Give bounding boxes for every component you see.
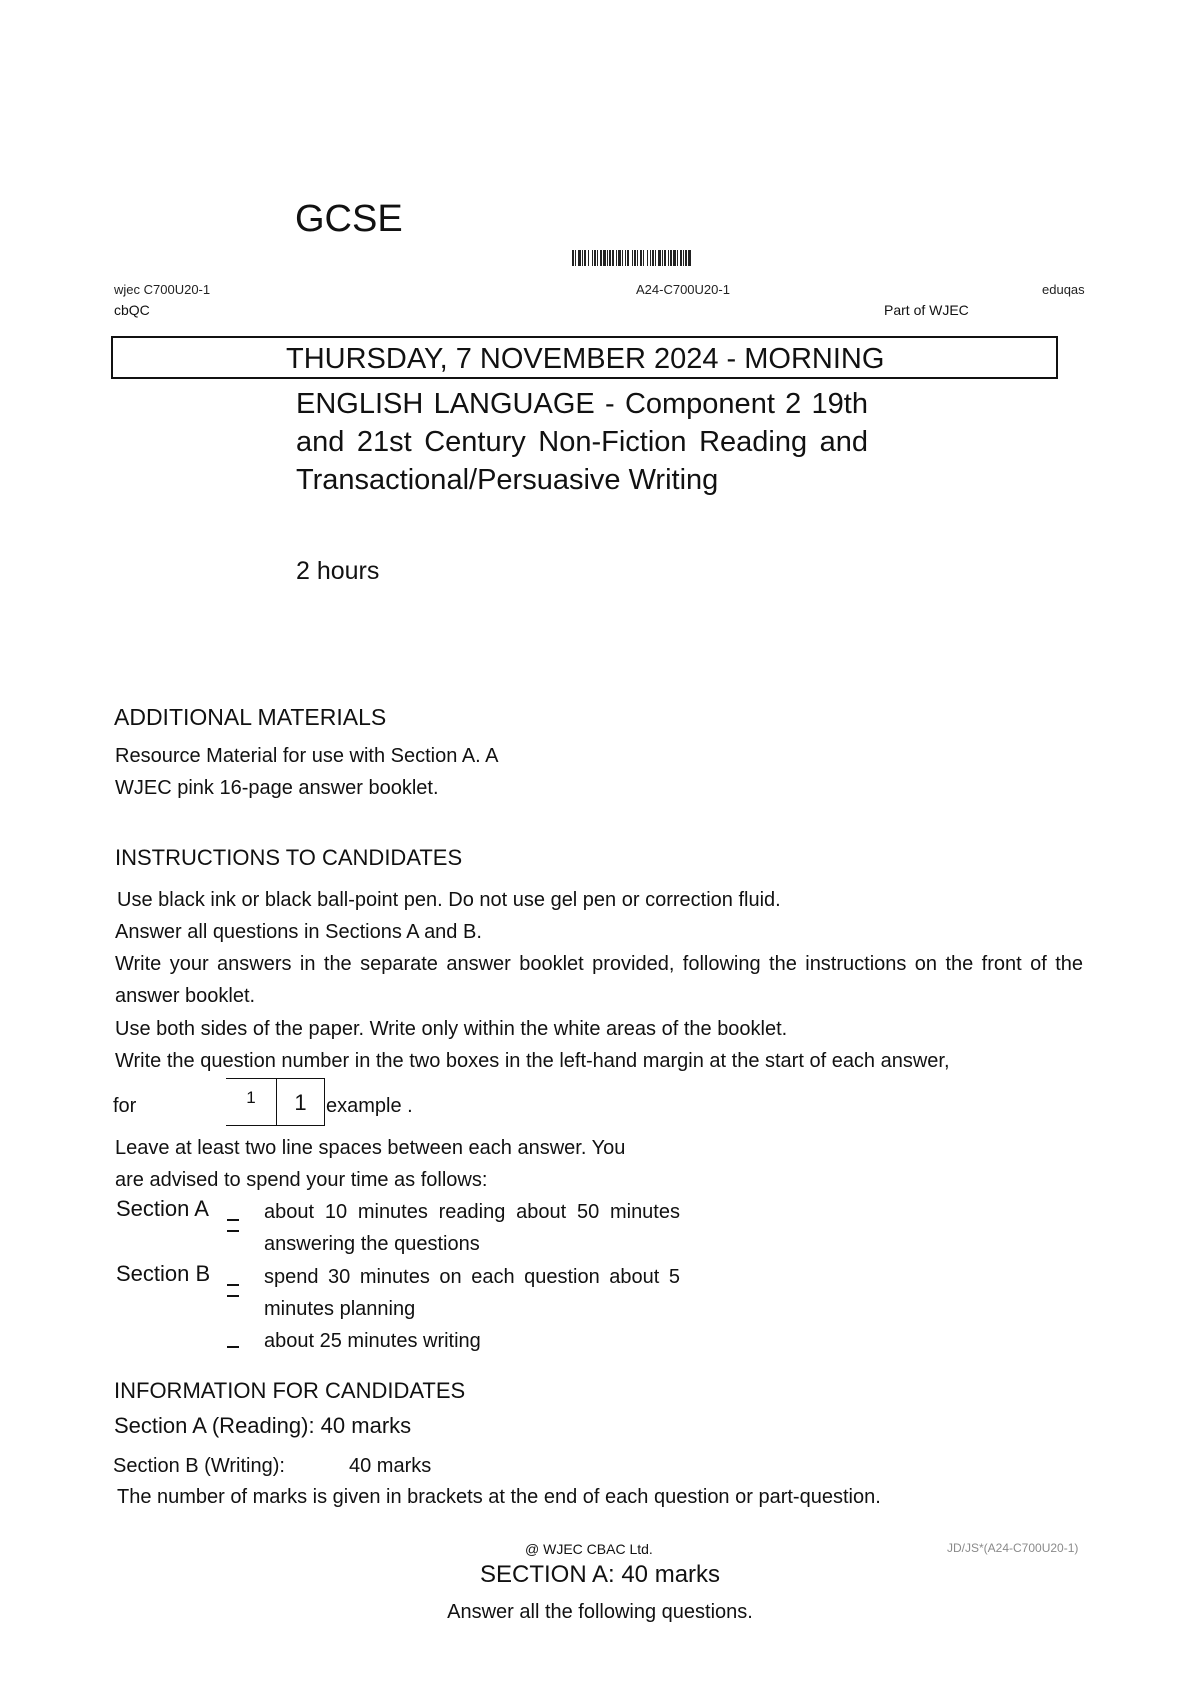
wjec-code: wjec C700U20-1 xyxy=(114,282,211,297)
dash-marker xyxy=(227,1219,239,1221)
dash-marker xyxy=(227,1346,239,1348)
section-b-timing-writing: about 25 minutes writing xyxy=(264,1330,481,1352)
barcode xyxy=(572,250,790,266)
instruction-item: Use both sides of the paper. Write only within the white areas of the booklet. xyxy=(115,1018,788,1040)
section-a-heading: SECTION A: 40 marks xyxy=(479,1561,721,1588)
instruction-item: Leave at least two line spaces between each answer. You xyxy=(115,1137,626,1159)
dash-marker xyxy=(227,1284,239,1286)
materials-line: Resource Material for use with Section A. A xyxy=(115,745,499,767)
qualification-title: GCSE xyxy=(295,198,403,240)
marks-note: The number of marks is given in brackets at the end of each question or part-question. xyxy=(117,1486,881,1508)
question-box-1: 1 xyxy=(226,1079,277,1125)
instruction-item: are advised to spend your time as follows: xyxy=(115,1169,488,1191)
materials-line: WJEC pink 16-page answer booklet. xyxy=(115,777,439,799)
section-a-timing: about 10 minutes reading about 50 minutes answering the questions xyxy=(264,1201,680,1255)
subject-title: ENGLISH LANGUAGE - Component 2 19th and 21st Century Non-Fiction Reading and Transactional/Persuasive Writing xyxy=(296,388,868,496)
footer-code: JD/JS*(A24-C700U20-1) xyxy=(947,1541,1079,1555)
instruction-item: Answer all questions in Sections A and B. xyxy=(115,921,482,943)
exam-duration: 2 hours xyxy=(296,557,380,585)
example-label: example . xyxy=(326,1095,413,1117)
instruction-item: Use black ink or black ball-point pen. Do not use gel pen or correction fluid. xyxy=(117,889,781,911)
dash-marker xyxy=(227,1295,239,1297)
section-b-label: Section B xyxy=(116,1261,211,1286)
instructions-heading: INSTRUCTIONS TO CANDIDATES xyxy=(115,845,463,870)
cbac-label: cbQC xyxy=(114,302,150,318)
section-b-timing: spend 30 minutes on each question about 5 minutes planning xyxy=(264,1266,680,1320)
for-label: for xyxy=(113,1095,137,1117)
part-of-wjec: Part of WJEC xyxy=(884,302,969,318)
barcode-bar xyxy=(688,250,691,266)
instruction-item: Write the question number in the two boxes in the left-hand margin at the start of each answer, xyxy=(115,1050,950,1072)
section-a-marks: Section A (Reading): 40 marks xyxy=(114,1413,412,1438)
exam-date: THURSDAY, 7 NOVEMBER 2024 - MORNING xyxy=(286,343,885,375)
brand-label: eduqas xyxy=(1042,282,1085,297)
section-a-instruction: Answer all the following questions. xyxy=(447,1601,753,1623)
section-b-marks-value: 40 marks xyxy=(349,1455,432,1477)
paper-code: A24-C700U20-1 xyxy=(636,282,730,297)
copyright: @ WJEC CBAC Ltd. xyxy=(525,1541,653,1557)
additional-materials-heading: ADDITIONAL MATERIALS xyxy=(114,704,387,730)
information-heading: INFORMATION FOR CANDIDATES xyxy=(114,1378,466,1403)
section-a-label: Section A xyxy=(116,1196,209,1221)
question-box-2: 1 xyxy=(277,1079,325,1125)
section-b-marks-label: Section B (Writing): xyxy=(113,1455,285,1477)
question-number-boxes xyxy=(226,1078,325,1126)
dash-marker xyxy=(227,1230,239,1232)
instruction-item: Write your answers in the separate answer booklet provided, following the instructions on the front of the answer booklet. xyxy=(115,953,1083,1007)
